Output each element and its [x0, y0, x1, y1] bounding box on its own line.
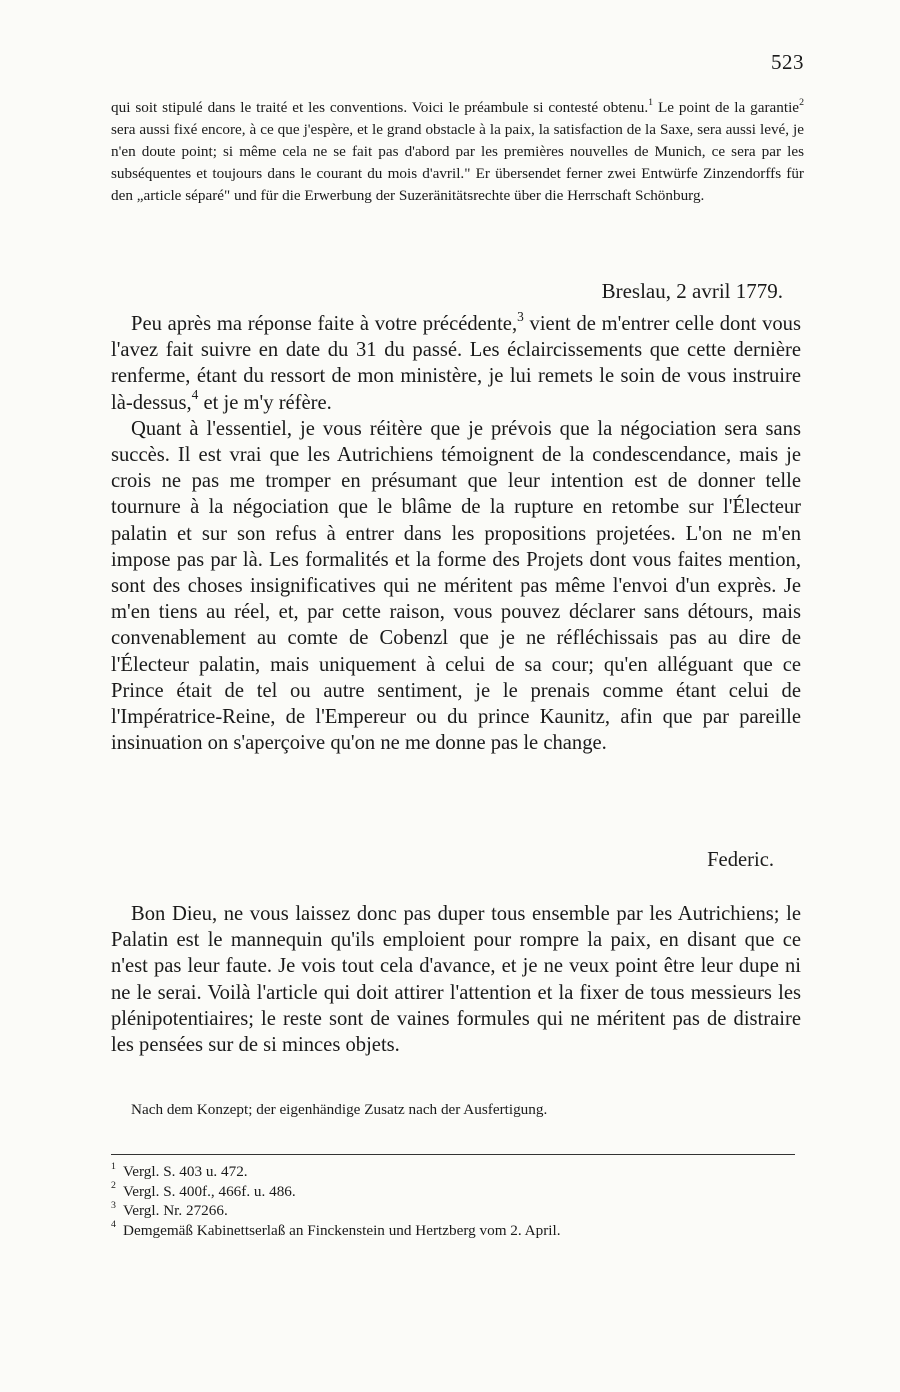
- source-note: Nach dem Konzept; der eigenhändige Zusatz nach der Ausfertigung.: [131, 1101, 548, 1118]
- intro-text: qui soit stipulé dans le traité et les conventions. Voici le préambule si contesté obtenu.: [111, 99, 649, 116]
- intro-text: sera aussi fixé encore, à ce que j'espère, et le grand obstacle à la paix, la satisfaction de la Saxe, sera aussi levé, je n'en doute point; si même cela ne se fait pas d'abord par les premières nouvelles de Munich, ce sera par les subséquentes et toujours dans le courant du mois d'avril." Er übersendet ferner zwei Entwürfe Zinzendorffs für den „article séparé" und für die Erwerbung der Suzeränitätsrechte über die Herrschaft Schönburg.: [111, 121, 804, 204]
- letter-text: Peu après ma réponse faite à votre précédente,: [131, 313, 518, 335]
- letter-paragraph: Quant à l'essentiel, je vous réitère que je prévois que la négociation sera sans succès. Il est vrai que les Autrichiens témoignent de la condescendance, mais je crois ne pas me tromper en présumant que leur intention est de donner telle tournure à la négociation que le blâme de la rupture en retombe sur l'Électeur palatin et sur son refus à entrer dans les propositions projetées. L'on ne m'en impose pas par là. Les formalités et la forme des Projets dont vous faites mention, sont des choses insignificatives qui ne méritent pas même l'envoi d'un exprès. Je m'en tiens au réel, et, par cette raison, vous pouvez déclarer sans détours, mais convenablement au comte de Cobenzl que je ne réfléchissais pas au dire de l'Électeur palatin, mais uniquement à celui de sa cour; qu'en alléguant que ce Prince était de tel ou autre sentiment, je le prenais comme étant celui de l'Impératrice-Reine, de l'Empereur ou du prince Kaunitz, afin que par pareille insinuation on s'aperçoive qu'on ne me donne pas le change.: [111, 417, 801, 755]
- footnote-divider: [111, 1154, 795, 1155]
- footnote: $^2$ Vergl. S. 400f., 466f. u. 486.: [111, 1180, 296, 1200]
- footnotes: [111, 1162, 801, 1240]
- letter-text: vient de m'entrer celle dont vous l'avez fait suivre en date du 31 du passé. Les éclaircissements que cette dernière renferme, étant du ressort de mon ministère, je lui remets le soin de vous instruire là-dessus,: [111, 313, 801, 414]
- footnote-ref[interactable]: 4: [191, 387, 199, 403]
- postscript: [111, 901, 801, 1058]
- page-number: 523: [771, 50, 804, 74]
- intro-text: Le point de la garantie: [653, 99, 800, 116]
- letter-dateline: Breslau, 2 avril 1779.: [601, 279, 783, 303]
- footnote: $^4$ Demgemäß Kabinettserlaß an Finckenstein und Hertzberg vom 2. April.: [111, 1219, 561, 1239]
- footnote-ref[interactable]: 2: [799, 96, 804, 108]
- footnote-text: Vergl. Nr. 27266.: [123, 1202, 228, 1219]
- letter-text: et je m'y réfère.: [198, 391, 332, 414]
- postscript-paragraph: Bon Dieu, ne vous laissez donc pas duper tous ensemble par les Autrichiens; le Palatin est le mannequin qu'ils emploient pour rompre la paix, en disant que ce n'est pas leur faute. Je vois tout cela d'avance, et je ne veux point être leur dupe ni ne le serai. Voilà l'article qui doit attirer l'attention et la fixer de tous messieurs les plénipotentiaires; le reste sont de vaines formules qui ne méritent pas de distraire les pensées sur de si minces objets.: [111, 903, 801, 1057]
- footnote-text: Demgemäß Kabinettserlaß an Finckenstein und Hertzberg vom 2. April.: [123, 1221, 561, 1239]
- footnote-text: Vergl. S. 403 u. 472.: [123, 1163, 248, 1180]
- footnote: $^1$ Vergl. S. 403 u. 472.: [111, 1160, 248, 1180]
- intro-paragraph: [111, 97, 804, 207]
- letter-paragraph: [111, 308, 801, 416]
- footnote-text: Vergl. S. 400f., 466f. u. 486.: [123, 1182, 296, 1200]
- footnote-ref[interactable]: 1: [648, 96, 654, 108]
- footnote-ref[interactable]: 3: [517, 308, 524, 324]
- letter-body: [111, 308, 801, 756]
- signature: Federic.: [707, 849, 774, 871]
- footnote: $^3$ Vergl. Nr. 27266.: [111, 1199, 228, 1219]
